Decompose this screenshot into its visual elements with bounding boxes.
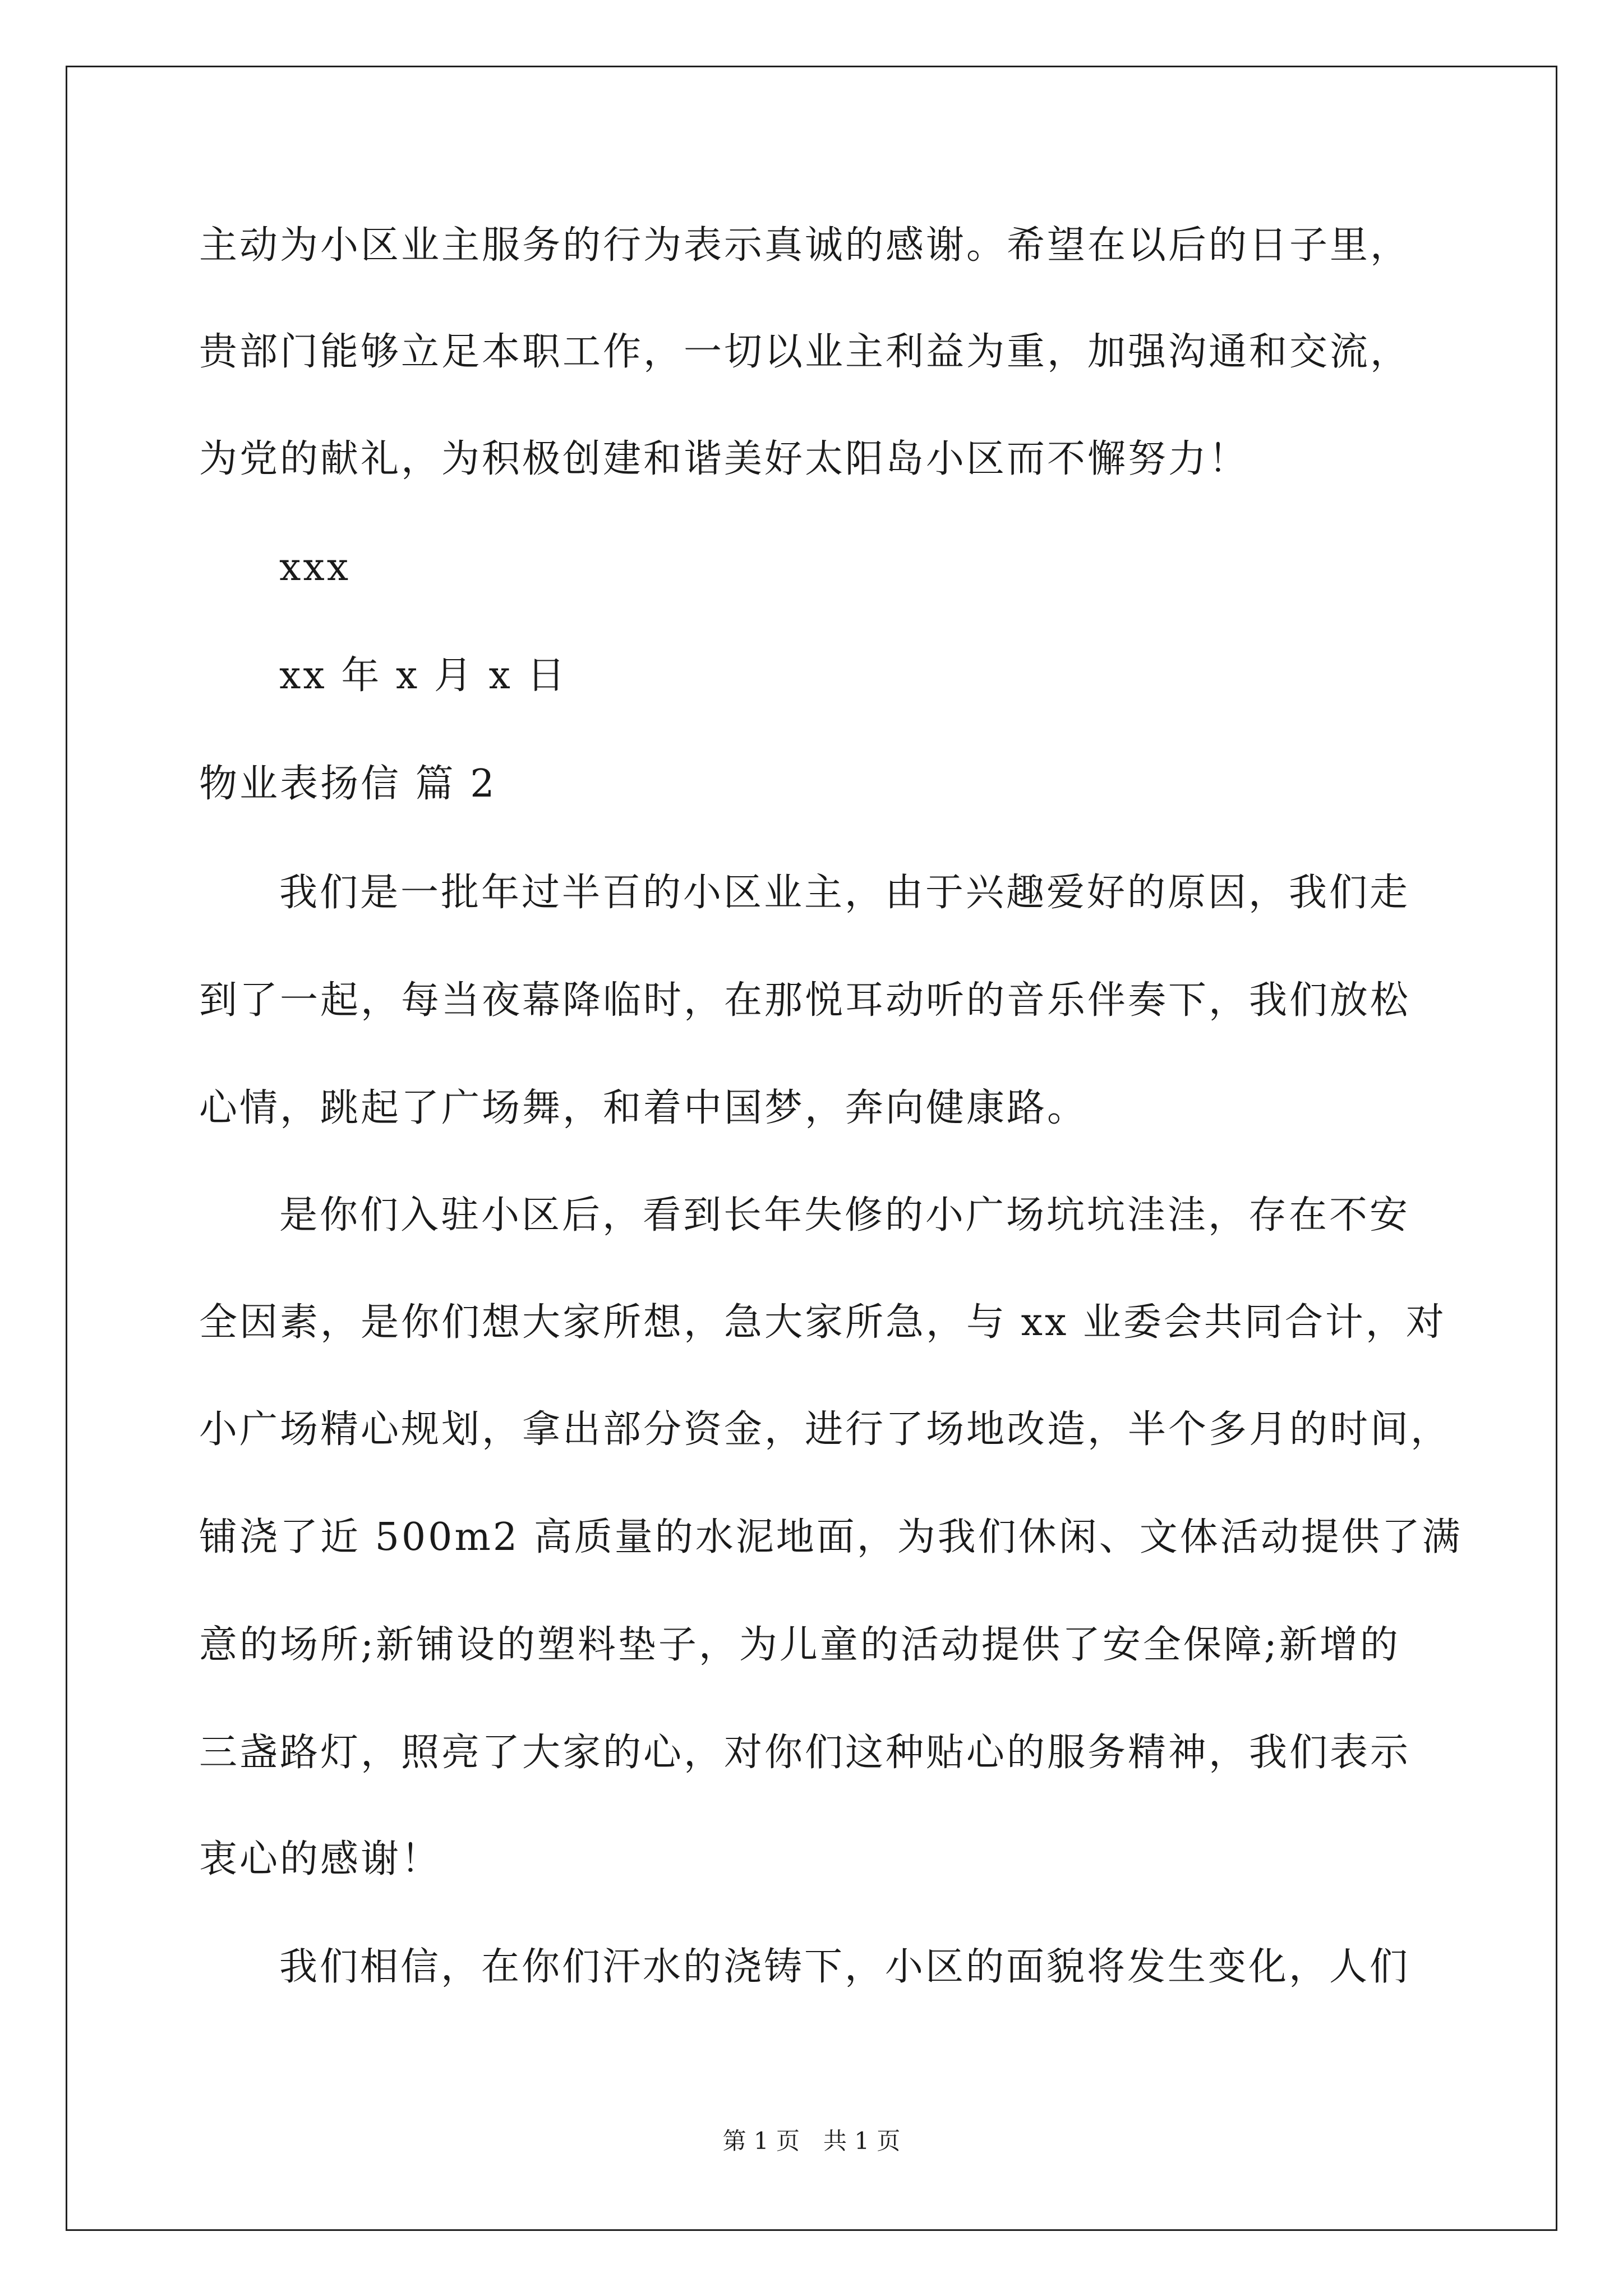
text-line: 为党的献礼，为积极创建和谐美好太阳岛小区而不懈努力！ (199, 437, 1249, 481)
text-line: 心情，跳起了广场舞，和着中国梦，奔向健康路。 (199, 1086, 1088, 1130)
text-line: 衷心的感谢！ (199, 1837, 442, 1881)
text-line: 全因素，是你们想大家所想，急大家所急，与 xx 业委会共同合计，对 (199, 1300, 1446, 1345)
text-line: 是你们入驻小区后，看到长年失修的小广场坑坑洼洼，存在不安 (279, 1193, 1410, 1237)
page-frame (66, 66, 1557, 2231)
text-line: 三盏路灯，照亮了大家的心，对你们这种贴心的服务精神，我们表示 (199, 1731, 1411, 1775)
text-line: 小广场精心规划，拿出部分资金，进行了场地改造，半个多月的时间， (199, 1407, 1451, 1452)
signature-name: xxx (279, 545, 351, 590)
text-line: 铺浇了近 500m2 高质量的水泥地面，为我们休闲、文体活动提供了满 (199, 1515, 1463, 1559)
section-heading: 物业表扬信 篇 2 (199, 762, 497, 806)
page-footer: 第 1 页 共 1 页 (722, 2127, 901, 2155)
text-line: 贵部门能够立足本职工作，一切以业主利益为重，加强沟通和交流， (199, 330, 1411, 374)
text-line: 我们是一批年过半百的小区业主，由于兴趣爱好的原因，我们走 (279, 871, 1410, 915)
text-line: 我们相信，在你们汗水的浇铸下，小区的面貌将发生变化，人们 (279, 1945, 1410, 1989)
text-line: 主动为小区业主服务的行为表示真诚的感谢。希望在以后的日子里， (199, 223, 1411, 268)
text-line: 意的场所;新铺设的塑料垫子，为儿童的活动提供了安全保障;新增的 (199, 1623, 1400, 1667)
text-line: 到了一起，每当夜幕降临时，在那悦耳动听的音乐伴奏下，我们放松 (199, 978, 1411, 1023)
signature-date: xx 年 x 月 x 日 (279, 654, 568, 698)
